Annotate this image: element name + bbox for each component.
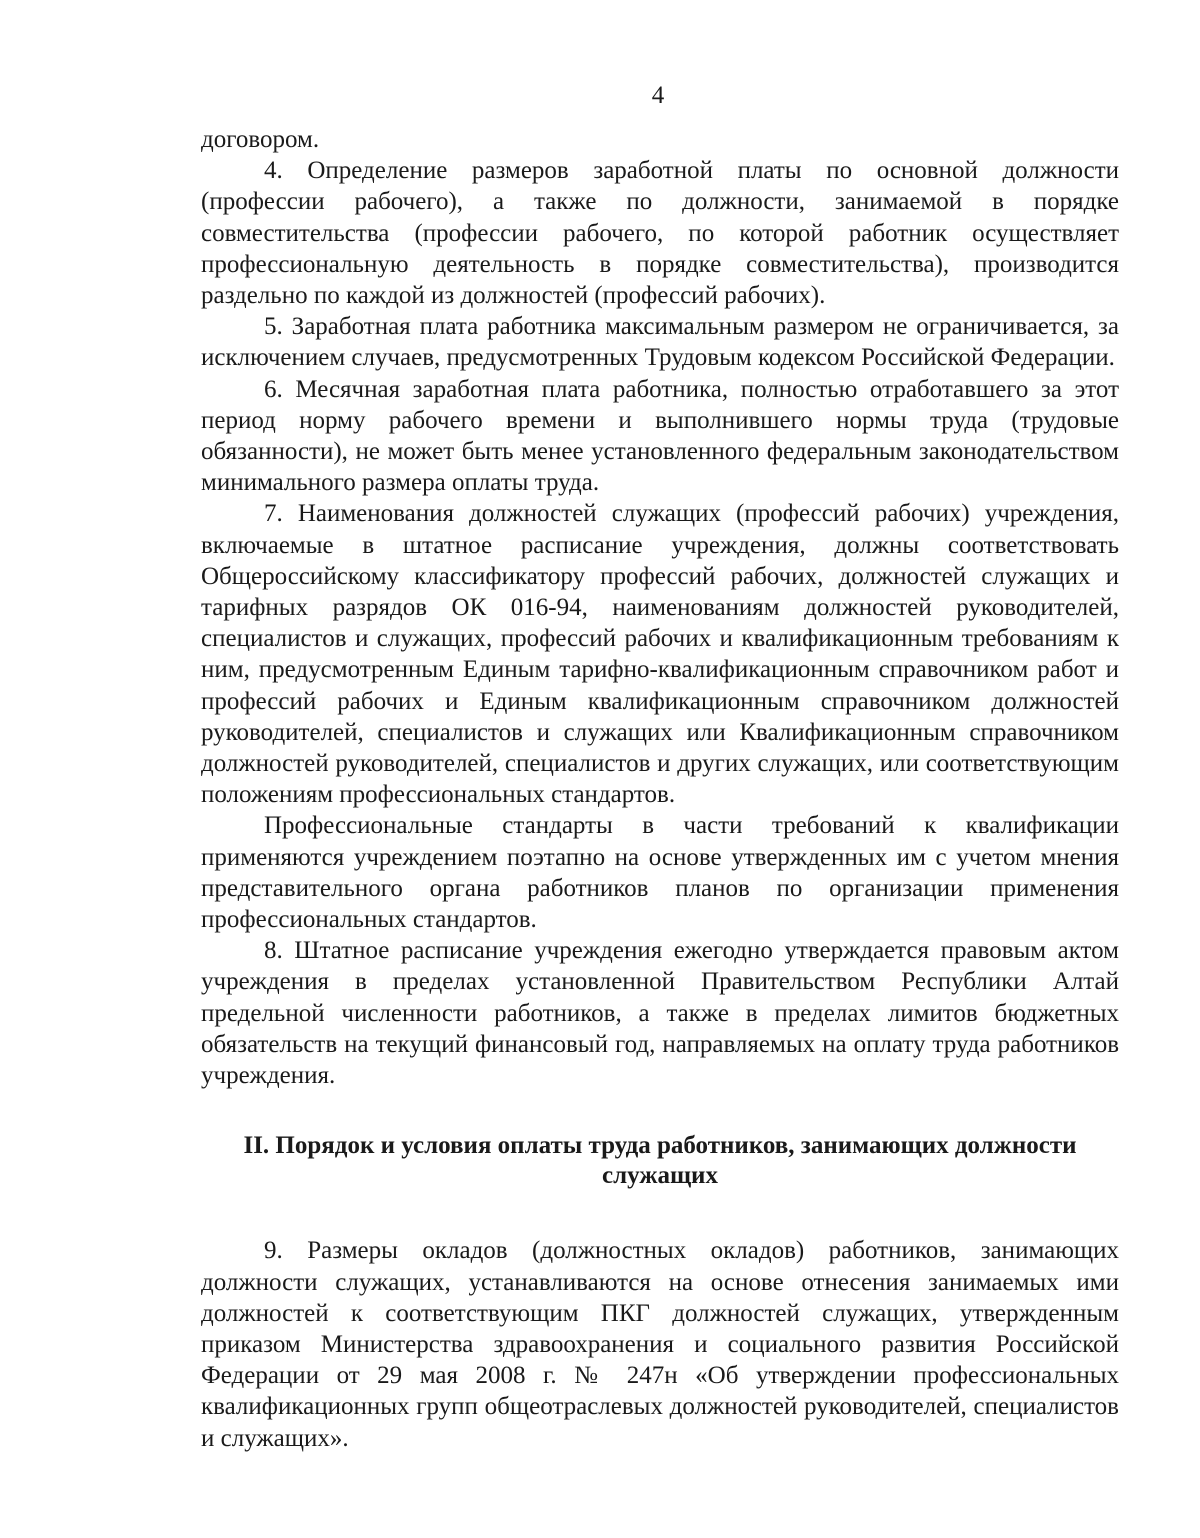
paragraph-continuation: договором.: [201, 126, 320, 153]
page-number: 4: [651, 82, 665, 109]
paragraph-5: 5. Заработная плата работника максимальным размером не ограничивается, за исключением случаев, предусмотренных Трудовым кодексом Российской Федерации.: [201, 313, 1119, 372]
paragraph-7-standards: Профессиональные стандарты в части требований к квалификации применяются учреждением поэтапно на основе утвержденных им с учетом мнения представительного органа работников планов по организации применения профессиональных стандартов.: [201, 812, 1119, 934]
paragraph-7: 7. Наименования должностей служащих (профессий рабочих) учреждения, включаемые в штатное расписание учреждения, должны соответствовать Общероссийскому классификатору профессий рабочих, должностей служащих и тарифных разрядов ОК 016-94, наименованиям должностей руководителей, специалистов и служащих, профессий рабочих и квалификационным требованиям к ним, предусмотренным Единым тарифно-квалификационным справочником работ и профессий рабочих и Единым квалификационным справочником должностей руководителей, специалистов и служащих или Квалификационным справочником должностей руководителей, специалистов и других служащих, или соответствующим положениям профессиональных стандартов.: [201, 500, 1119, 809]
section-heading: II. Порядок и условия оплаты труда работников, занимающих должности служащих: [243, 1132, 1077, 1190]
paragraph-4: 4. Определение размеров заработной платы по основной должности (профессии рабочего), а также по должности, занимаемой в порядке совместительства (профессии рабочего, по которой работник осуществляет профессиональную деятельность в порядке совместительства), производится раздельно по каждой из должностей (профессий рабочих).: [201, 157, 1119, 310]
document-body: [201, 124, 1119, 1454]
paragraph-6: 6. Месячная заработная плата работника, полностью отработавшего за этот период норму рабочего времени и выполнившего нормы труда (трудовые обязанности), не может быть менее установленного федеральным законодательством минимального размера оплаты труда.: [201, 375, 1119, 497]
paragraph-9: 9. Размеры окладов (должностных окладов) работников, занимающих должности служащих, устанавливаются на основе отнесения занимаемых ими должностей к соответствующим ПКГ должностей служащих, утвержденным приказом Министерства здравоохранения и социального развития Российской Федерации от 29 мая 2008 г. № 247н «Об утверждении профессиональных квалификационных групп общеотраслевых должностей руководителей, специалистов и служащих».: [201, 1237, 1119, 1452]
paragraph-8: 8. Штатное расписание учреждения ежегодно утверждается правовым актом учреждения в пределах установленной Правительством Республики Алтай предельной численности работников, а также в пределах лимитов бюджетных обязательств на текущий финансовый год, направляемых на оплату труда работников учреждения.: [201, 937, 1119, 1090]
